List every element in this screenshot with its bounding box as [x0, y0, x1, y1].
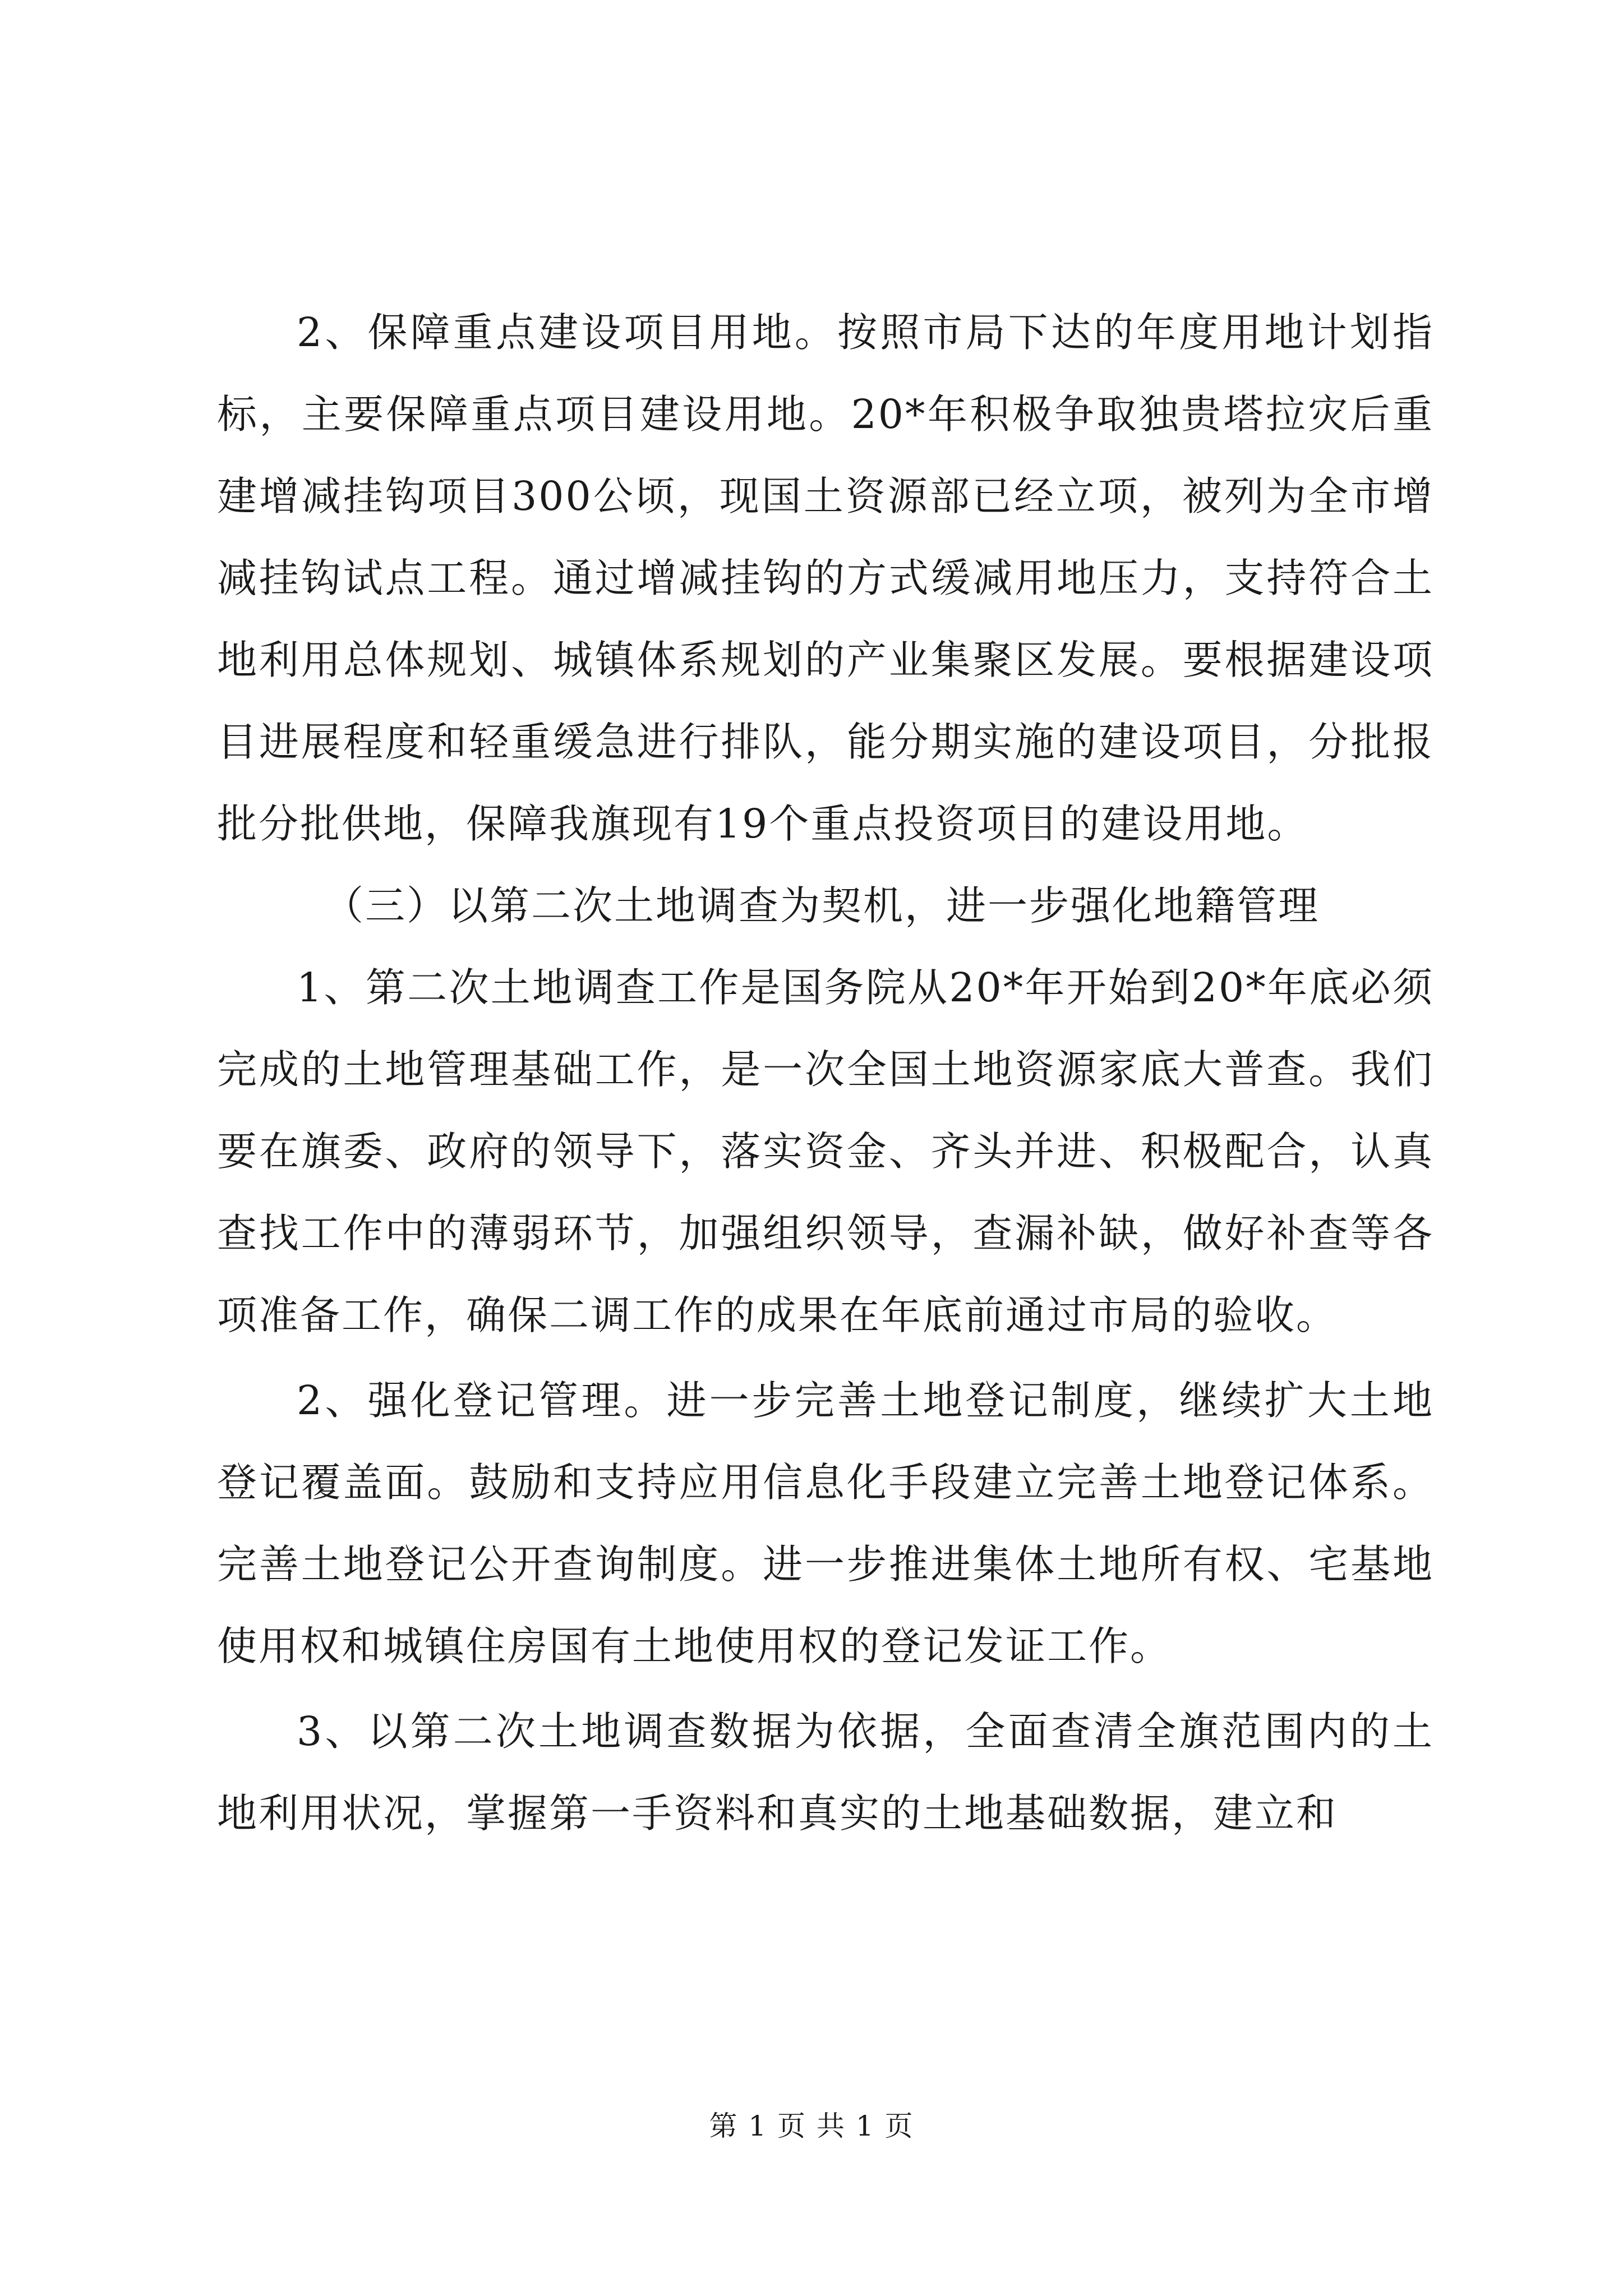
- paragraph-registration: 2、强化登记管理。进一步完善土地登记制度，继续扩大土地登记覆盖面。鼓励和支持应用信息化手段建立完善土地登记体系。完善土地登记公开查询制度。进一步推进集体土地所有权、宅基地使用权和城镇住房国有土地使用权的登记发证工作。: [217, 1377, 1434, 1669]
- paragraph-survey-data: 3、以第二次土地调查数据为依据，全面查清全旗范围内的土地利用状况，掌握第一手资料和真实的土地基础数据，建立和: [217, 1708, 1434, 1837]
- document-body: [217, 292, 1434, 1855]
- page-footer: 第 1 页 共 1 页: [709, 2110, 914, 2142]
- paragraph-land-use-guarantee: 2、保障重点建设项目用地。按照市局下达的年度用地计划指标，主要保障重点项目建设用地。20*年积极争取独贵塔拉灾后重建增减挂钩项目300公顷，现国土资源部已经立项，被列为全市增减挂钩试点工程。通过增减挂钩的方式缓减用地压力，支持符合土地利用总体规划、城镇体系规划的产业集聚区发展。要根据建设项目进展程度和轻重缓急进行排队，能分期实施的建设项目，分批报批分批供地，保障我旗现有19个重点投资项目的建设用地。: [217, 309, 1434, 847]
- section-heading-cadastral: （三）以第二次土地调查为契机，进一步强化地籍管理: [324, 882, 1320, 929]
- paragraph-second-survey: 1、第二次土地调查工作是国务院从20*年开始到20*年底必须完成的土地管理基础工作，是一次全国土地资源家底大普查。我们要在旗委、政府的领导下，落实资金、齐头并进、积极配合，认真查找工作中的薄弱环节，加强组织领导，查漏补缺，做好补查等各项准备工作，确保二调工作的成果在年底前通过市局的验收。: [217, 964, 1434, 1338]
